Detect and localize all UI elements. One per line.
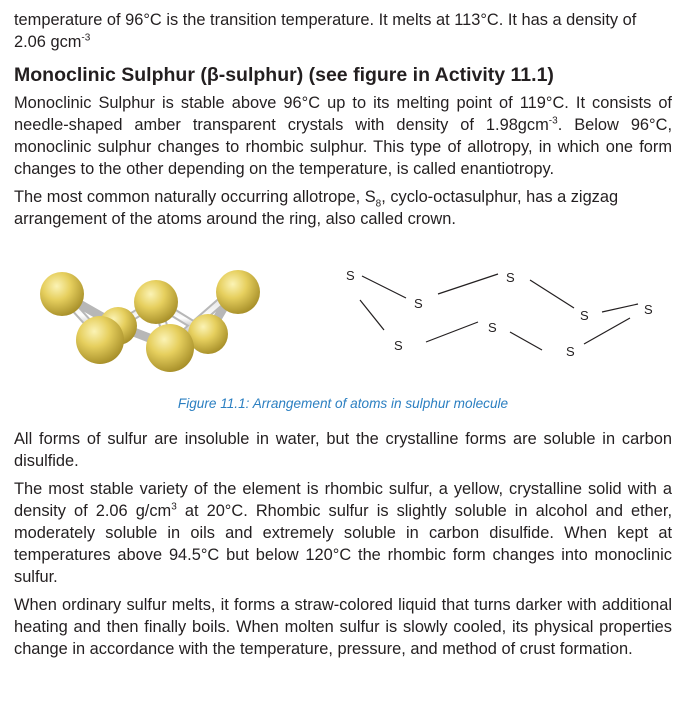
figure-caption: Figure 11.1: Arrangement of atoms in sulphur molecule bbox=[177, 396, 509, 411]
section-heading: Monoclinic Sulphur (β-sulphur) (see figure in Activity 11.1) bbox=[14, 64, 554, 86]
atom-label-s8: S bbox=[566, 344, 575, 359]
atom-label-s7: S bbox=[488, 320, 497, 335]
atom-label-s1: S bbox=[346, 268, 355, 283]
zigzag-ring-diagram bbox=[334, 260, 674, 370]
atom-label-s4: S bbox=[580, 308, 589, 323]
atom-label-s2: S bbox=[414, 296, 423, 311]
atom-label-s3: S bbox=[506, 270, 515, 285]
paragraph-rhombic: The most stable variety of the element is rhombic sulfur, a yellow, crystalline solid with a density of 2.06 $g/cm^3$ at 20°C. Rhombic sulfur is slightly soluble in alcohol and ether, moderately soluble in oils and extremely soluble in carbon disulfide. When kept at temperatures above 94.5°C but below 120°C the rhombic form changes into monoclinic sulfur. bbox=[14, 480, 673, 586]
paragraph-melting: When ordinary sulfur melts, it forms a straw-colored liquid that turns darker with additional heating and then finally boils. When molten sulfur is slowly cooled, its physical properties change in accordance with the temperature, pressure, and method of crust formation. bbox=[14, 596, 672, 658]
intro-text: temperature of 96°C is the transition temperature. It melts at 113°C. It has a density of 2.06 gcm$^{-3}$ bbox=[14, 11, 637, 51]
paragraph-monoclinic: Monoclinic Sulphur is stable above 96°C up to its melting point of 119°C. It consists of needle-shaped amber transparent crystals with density of 1.98gcm$^{-3}$. Below 96°C, monoclinic sulphur changes to rhombic sulphur. This type of allotropy, in which one form changes to the other depending on the temperature, is called enantiotropy. bbox=[14, 94, 672, 178]
paragraph-solubility: All forms of sulfur are insoluble in water, but the crystalline forms are soluble in carbon disulfide. bbox=[14, 430, 672, 470]
atom-label-s6: S bbox=[394, 338, 403, 353]
atom-label-s5: S bbox=[644, 302, 653, 317]
sulphur-ball-model-image bbox=[28, 264, 276, 382]
paragraph-s8: The most common naturally occurring allotrope, $S_8$, cyclo-octasulphur, has a zigzag arrangement of the atoms around the ring, also called crown. bbox=[14, 188, 619, 228]
figure-sulphur-molecule bbox=[14, 236, 672, 428]
